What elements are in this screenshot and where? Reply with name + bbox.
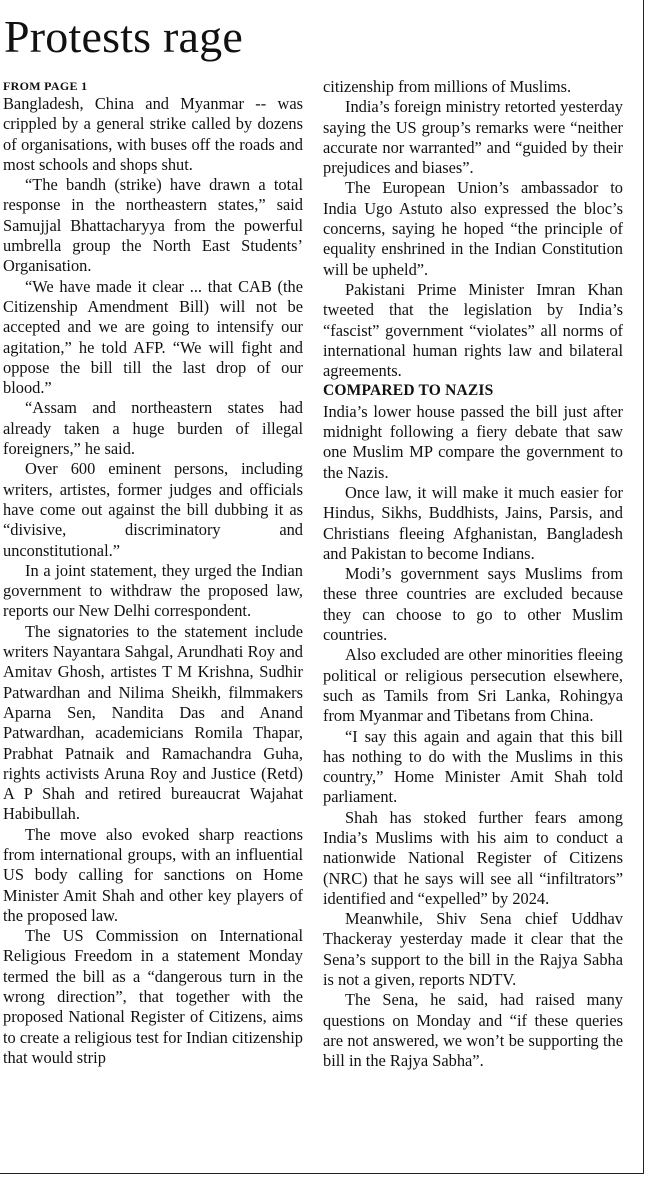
paragraph: In a joint statement, they urged the Indian government to withdraw the proposed law, reports our New Delhi correspondent. — [3, 560, 303, 621]
paragraph: Pakistani Prime Minister Imran Khan tweeted that the legislation by India’s “fascist” government “violates” all norms of international human rights law and bilateral agreements. — [323, 279, 623, 381]
paragraph: The signatories to the statement include writers Nayantara Sahgal, Arundhati Roy and Amitav Ghosh, artistes T M Krishna, Sudhir Patwardhan and Nilima Sheikh, filmmakers Aparna Sen, Nandita Das and Anand Patwardhan, academicians Romila Thapar, Prabhat Patnaik and Ramachandra Guha, rights activists Aruna Roy and Justice (Retd) A P Shah and retired bureaucrat Wajahat Habibullah. — [3, 621, 303, 824]
paragraph: Shah has stoked further fears among India’s Muslims with his aim to conduct a nationwide National Register of Citizens (NRC) that he says will see all “infiltrators” identified and “expelled” by 2024. — [323, 807, 623, 908]
paragraph: Modi’s government says Muslims from these three countries are excluded because they can choose to go to other Muslim countries. — [323, 564, 623, 645]
paragraph: “We have made it clear ... that CAB (the Citizenship Amendment Bill) will not be accepted and we are going to intensify our agitation,” he told AFP. “We will fight and oppose the bill till the last drop of our blood.” — [3, 276, 303, 398]
kicker: FROM PAGE 1 — [3, 79, 88, 93]
paragraph: Also excluded are other minorities fleeing political or religious persecution elsewhere, such as Tamils from Sri Lanka, Rohingya from Myanmar and Tibetans from China. — [323, 645, 623, 726]
paragraph: “Assam and northeastern states had already taken a huge burden of illegal foreigners,” he said. — [3, 398, 303, 459]
paragraph: Bangladesh, China and Myanmar -- was crippled by a general strike called by dozens of organisations, with buses off the roads and most schools and shops shut. — [3, 94, 303, 174]
paragraph: “I say this again and again that this bill has nothing to do with the Muslims in this country,” Home Minister Amit Shah told parliament. — [323, 726, 623, 807]
paragraph: The European Union’s ambassador to India Ugo Astuto also expressed the bloc’s concerns, saying he hoped “the principle of equality enshrined in the Indian Constitution will be upheld”. — [323, 178, 623, 279]
paragraph: The US Commission on International Religious Freedom in a statement Monday termed the bill as a “dangerous turn in the wrong direction”, that together with the proposed National Register of Citizens, aims to create a religious test for Indian citizenship that would strip — [3, 926, 303, 1067]
paragraph: Over 600 eminent persons, including writers, artistes, former judges and officials have come out against the bill dubbing it as “divisive, discriminatory and unconstitutional.” — [3, 459, 303, 560]
paragraph: The Sena, he said, had raised many questions on Monday and “if these queries are not answered, we won’t be supporting the bill in the Rajya Sabha”. — [323, 990, 623, 1071]
right-column — [323, 77, 623, 1072]
paragraph: India’s foreign ministry retorted yesterday saying the US group’s remarks were “neither accurate nor warranted” and “guided by their prejudices and biases”. — [323, 97, 623, 178]
paragraph: Meanwhile, Shiv Sena chief Uddhav Thackeray yesterday made it clear that the Sena’s support to the bill in the Rajya Sabha is not a given, reports NDTV. — [323, 909, 623, 990]
paragraph: The move also evoked sharp reactions from international groups, with an influential US body calling for sanctions on Home Minister Amit Shah and other key players of the proposed law. — [3, 824, 303, 925]
headline: Protests rage — [4, 11, 243, 62]
paragraph: citizenship from millions of Muslims. — [323, 77, 572, 96]
paragraph: “The bandh (strike) have drawn a total response in the northeastern states,” said Samujjal Bhattacharyya from the powerful umbrella group the North East Students’ Organisation. — [3, 175, 303, 276]
paragraph: India’s lower house passed the bill just after midnight following a fiery debate that saw one Muslim MP compare the government to the Nazis. — [323, 401, 623, 482]
subhead: COMPARED TO NAZIS — [323, 382, 494, 400]
left-column — [3, 78, 303, 1068]
paragraph: Once law, it will make it much easier for Hindus, Sikhs, Buddhists, Jains, Parsis, and Christians fleeing Afghanistan, Bangladesh and Pakistan to become Indians. — [323, 482, 623, 563]
